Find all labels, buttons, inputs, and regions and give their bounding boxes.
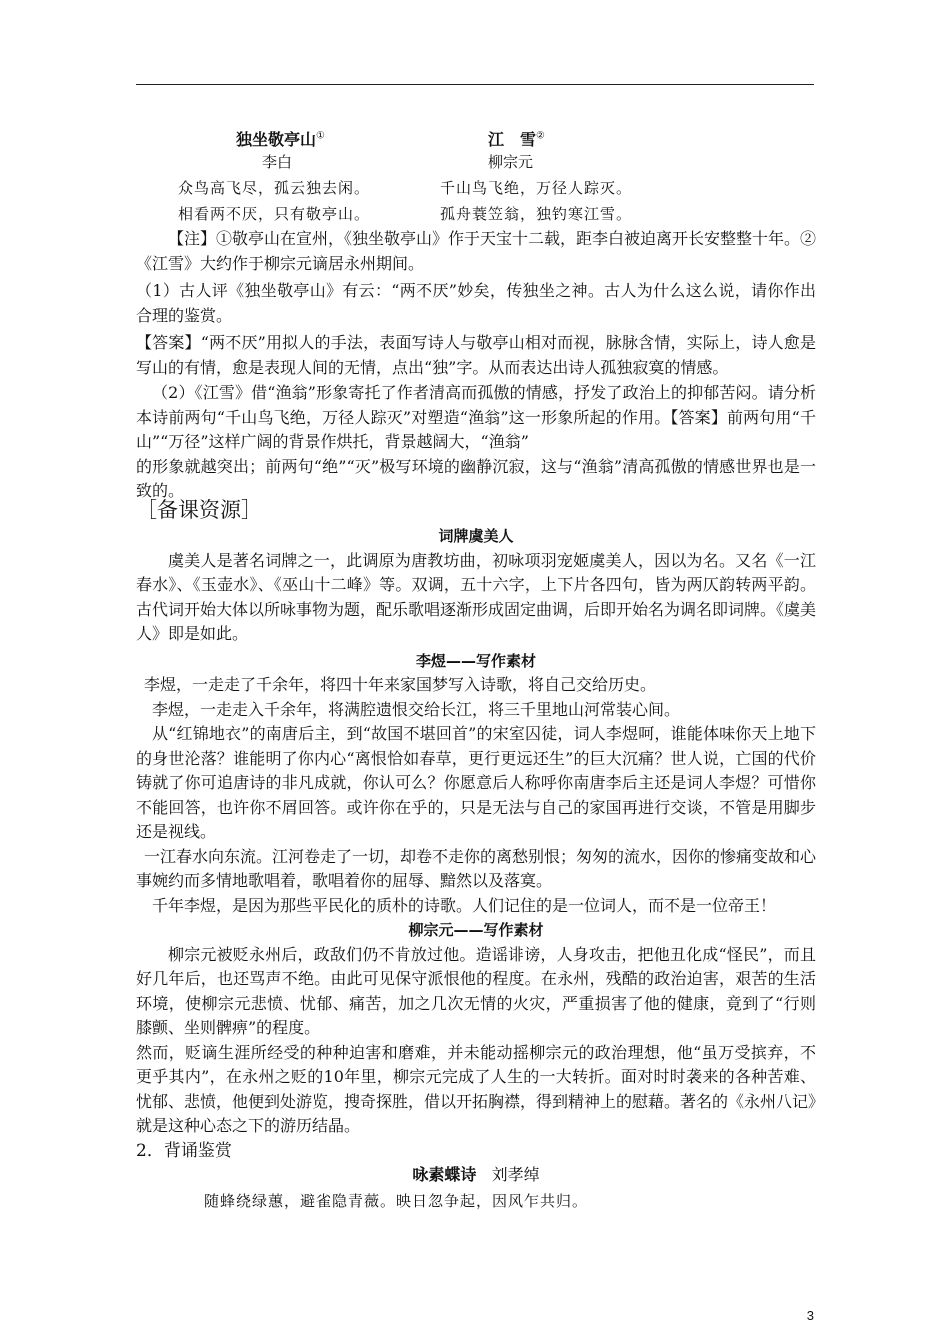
resource-2-para-5: 千年李煜，是因为那些平民化的质朴的诗歌。人们记住的是一位词人，而不是一位帝王！ (152, 895, 777, 915)
recite-author: 刘孝绰 (491, 1165, 540, 1184)
poem-notes: 【注】①敬亭山在宣州，《独坐敬亭山》作于天宝十二载，距李白被迫离开长安整整十年。②《江雪》大约作于柳宗元谪居永州期间。 (136, 229, 817, 273)
resource-2-para-4: 一江春水向东流。江河卷走了一切，却卷不走你的离愁别恨；匆匆的流水，因你的惨痛变故和心事婉约而多情地歌唱着，歌唱着你的屈辱、黯然以及落寞。 (136, 846, 817, 890)
qa-block (136, 227, 816, 504)
recite-label: 2．背诵鉴赏 (136, 1140, 232, 1161)
resource-3-para-2: 然而，贬谪生涯所经受的种种迫害和磨难，并未能动摇柳宗元的政治理想，他“虽万受摈弃，不更乎其内”，在永州之贬的10年里，柳宗元完成了人生的一大转折。面对时时袭来的各种苦难、忧郁、悲愤，他便到处游览，搜奇探胜，借以开拓胸襟，得到精神上的慰藉。著名的《永州八记》就是这种心态之下的游历结晶。 (136, 1042, 817, 1135)
section-title: ［备课资源］ (136, 498, 262, 522)
resource-2-heading: 李煜——写作素材 (415, 651, 536, 670)
poem2-footnote-mark: ② (536, 130, 545, 142)
poem2-title: 江 雪② (488, 130, 545, 149)
poem2-line-1: 千山鸟飞绝，万径人踪灭。 (440, 179, 633, 197)
poem1-title: 独坐敬亭山① (236, 130, 325, 149)
question-1: （1）古人评《独坐敬亭山》有云：“两不厌”妙矣，传独坐之神。古人为什么这么说，请你作出合理的鉴赏。 (136, 281, 816, 325)
recite-poem-line: 随蜂绕绿蕙，避雀隐青薇。映日忽争起，因风乍共归。 (204, 1191, 589, 1210)
resource-2-para-2: 李煜，一走走入千余年，将满腔遗恨交给长江，将三千里地山河常装心间。 (152, 699, 681, 719)
poem1-author: 李白 (262, 153, 293, 171)
resources-block (136, 496, 816, 1213)
poem1-line-2: 相看两不厌，只有敬亭山。 (178, 205, 371, 223)
poem2-line-2: 孤舟蓑笠翁，独钓寒江雪。 (440, 205, 633, 223)
resource-3-para-1: 柳宗元被贬永州后，政敌们仍不肯放过他。造谣诽谤，人身攻击，把他丑化成“怪民”，而且好几年后，也还骂声不绝。由此可见保守派恨他的程度。在永州，残酷的政治迫害，艰苦的生活环境，使柳宗元悲愤、忧郁、痛苦，加之几次无情的火灾，严重损害了他的健康，竟到了“行则膝颤、坐则髀痹”的程度。 (136, 944, 816, 1037)
recite-title-line (136, 1163, 816, 1188)
poem1-line-1: 众鸟高飞尽，孤云独去闲。 (178, 179, 371, 197)
poem1-footnote-mark: ① (316, 130, 325, 142)
resource-2-para-3: 从“红锦地衣”的南唐后主，到“故国不堪回首”的宋室囚徒，词人李煜呵，谁能体味你天上地下的身世沦落？谁能明了你内心“离恨恰如春草，更行更远还生”的巨大沉痛？世人说，亡国的代价铸就了你可追唐诗的非凡成就，你认可么？你愿意后人称呼你南唐李后主还是词人李煜？可惜你不能回答，也许你不屑回答。或许你在乎的，只是无法与自己的家国再进行交谈，不管是用脚步还是视线。 (136, 724, 816, 841)
header-rule (136, 84, 814, 85)
answer-2: 的形象就越突出；前两句“绝”“灭”极写环境的幽静沉寂，这与“渔翁”清高孤傲的情感世界也是一致的。 (136, 456, 816, 500)
recite-title: 咏素蝶诗 (412, 1165, 477, 1184)
resource-1-text: 虞美人是著名词牌之一，此调原为唐教坊曲，初咏项羽宠姬虞美人，因以为名。又名《一江春水》、《玉壶水》、《巫山十二峰》等。双调，五十六字，上下片各四句，皆为两仄韵转两平韵。古代词开始大体以所咏事物为题，配乐歌唱逐渐形成固定曲调，后即开始名为调名即词牌。《虞美人》即是如此。 (136, 550, 817, 643)
question-2: （2）《江雪》借“渔翁”形象寄托了作者清高而孤傲的情感，抒发了政治上的抑郁苦闷。请分析本诗前两句“千山鸟飞绝，万径人踪灭”对塑造“渔翁”这一形象所起的作用。【答案】前两句用“千山”“万径”这样广阔的背景作烘托，背景越阔大，“渔翁” (136, 383, 816, 451)
resource-3-heading: 柳宗元——写作素材 (408, 921, 544, 939)
resource-1-heading: 词牌虞美人 (438, 527, 514, 545)
page-number: 3 (806, 1308, 814, 1323)
answer-1: 【答案】“两不厌”用拟人的手法，表面写诗人与敬亭山相对而视，脉脉含情，实际上，诗人愈是写山的有情，愈是表现人间的无情，点出“独”字。从而表达出诗人孤独寂寞的情感。 (136, 333, 816, 377)
resource-2-para-1: 李煜，一走走了千余年，将四十年来家国梦写入诗歌，将自己交给历史。 (144, 675, 657, 694)
poem2-author: 柳宗元 (488, 153, 534, 171)
